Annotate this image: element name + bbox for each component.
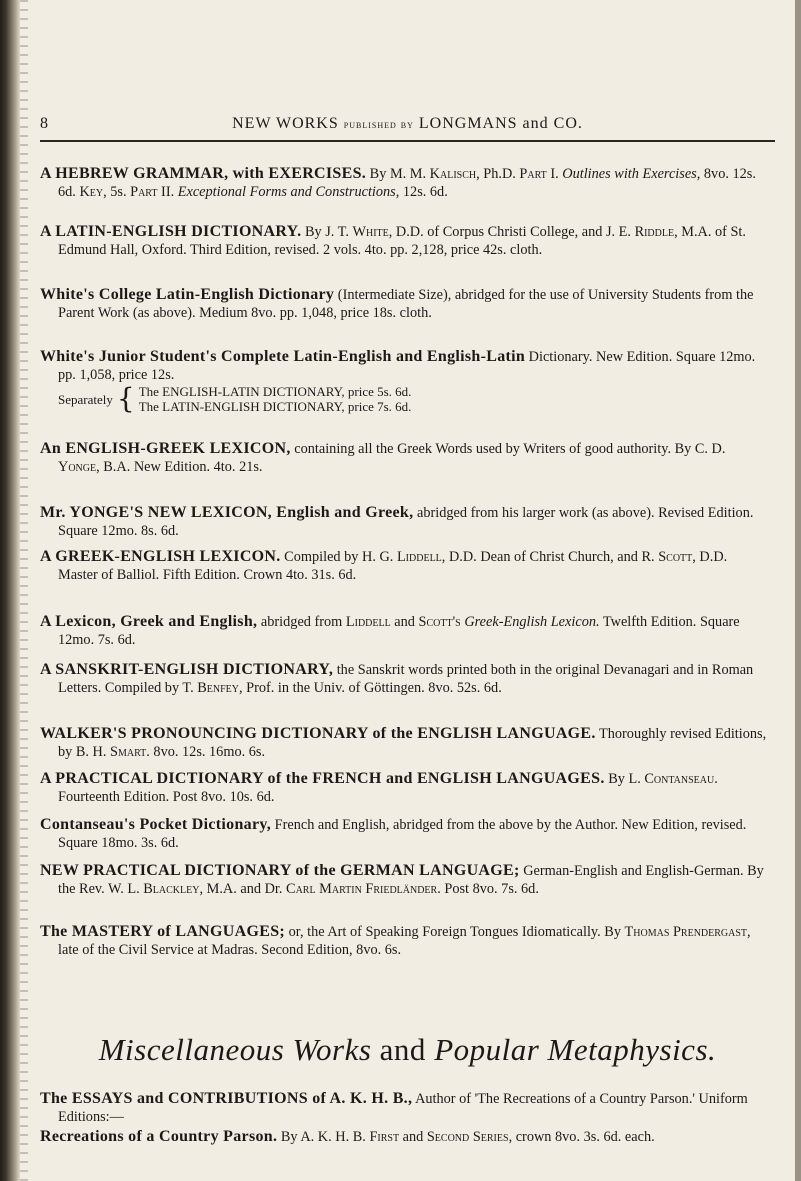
- entry-text-3: , M.A. of St. Edmund Hall, Oxford. Third Edition, revised. 2 vols. 4to. pp. 2,128, price 42s. cloth.: [58, 224, 746, 258]
- entry-text: German-English and English-German. By the Rev. W. L.: [58, 863, 764, 897]
- entry-series-2: Second Series: [426, 1129, 509, 1145]
- entry-english-greek-lexicon: [40, 440, 770, 476]
- entry-text: By A. K. H. B.: [277, 1129, 370, 1145]
- section-title-part-1: Miscellaneous Works: [98, 1032, 372, 1067]
- entry-italic: Outlines with Exercises,: [562, 166, 701, 182]
- entry-text: Author of 'The Recreations of a Country Parson.' Uniform Editions:—: [58, 1091, 748, 1125]
- entry-text-2: and: [399, 1129, 427, 1145]
- entry-text-7: 12s. 6d.: [399, 183, 448, 200]
- entry-text: By M. M.: [366, 166, 430, 182]
- entry-text: (Intermediate Size), abridged for the use of University Students from the Parent Work (as above). Medium 8vo. pp. 1,048, price 18s. cloth.: [58, 287, 754, 321]
- entry-author: Benfey: [197, 679, 240, 696]
- entry-author: Contanseau: [644, 771, 715, 787]
- entry-text: French and English, abridged from the above by the Author. New Edition, revised. Square 18mo. 3s. 6d.: [58, 817, 747, 851]
- running-head: [40, 115, 775, 133]
- entry-italic: Greek-English Lexicon.: [464, 614, 600, 630]
- entry-heading: Mr. YONGE'S NEW LEXICON, English and Greek,: [40, 504, 414, 521]
- entry-text: By J. T.: [301, 224, 353, 240]
- entry-greek-english-lexicon: [40, 548, 770, 584]
- entry-heading: A HEBREW GRAMMAR, with EXERCISES.: [40, 165, 367, 182]
- entry-whites-college: [40, 286, 770, 322]
- entry-author: Thomas Prendergast: [624, 924, 748, 940]
- entry-author: Blackley: [143, 880, 200, 897]
- entry-text-3: I.: [546, 166, 563, 182]
- entry-author-2: Scott's: [418, 614, 461, 630]
- entry-part: Part: [519, 166, 547, 182]
- separately-block: [40, 384, 770, 414]
- entry-heading: Contanseau's Pocket Dictionary,: [40, 816, 272, 833]
- entry-text: By L.: [604, 771, 645, 787]
- entry-series: First: [369, 1129, 400, 1145]
- separately-item-english-latin: The ENGLISH-LATIN DICTIONARY, price 5s. 6d.: [138, 384, 412, 399]
- entry-text-3: , D.D. Master of Balliol. Fifth Edition. Crown 4to. 31s. 6d.: [58, 549, 728, 583]
- entry-heading: White's College Latin-English Dictionary: [40, 286, 335, 303]
- entry-text: the Sanskrit words printed both in the original Devanagari and in Roman Letters. Compiled by T.: [58, 662, 754, 696]
- entry-text: containing all the Greek Words used by Writers of good authority. By C. D.: [290, 441, 726, 457]
- entry-heading: A PRACTICAL DICTIONARY of the FRENCH and ENGLISH LANGUAGES.: [40, 770, 605, 787]
- entry-heading: An ENGLISH-GREEK LEXICON,: [40, 440, 291, 457]
- entry-author: Yonge: [58, 458, 97, 475]
- entry-lexicon-abridged: [40, 613, 770, 649]
- entry-text-5: , 5s.: [103, 183, 131, 200]
- entry-french-english: [40, 770, 770, 806]
- entry-text-3: . Post 8vo. 7s. 6d.: [437, 880, 539, 897]
- entry-author: Liddell: [396, 549, 442, 565]
- binding-texture: [20, 0, 28, 1181]
- entry-contanseau-pocket: [40, 816, 770, 852]
- running-head-end: LONGMANS and CO.: [418, 115, 583, 132]
- entry-text-2: , D.D. Dean of Christ Church, and R.: [441, 549, 659, 565]
- separately-items: [139, 384, 412, 414]
- entry-yonge-new-lexicon: [40, 504, 770, 540]
- entry-heading: A LATIN-ENGLISH DICTIONARY.: [40, 223, 302, 240]
- entry-heading: White's Junior Student's Complete Latin-English and English-Latin: [40, 348, 526, 365]
- entry-text-2: . 8vo. 12s. 16mo. 6s.: [146, 743, 266, 760]
- entry-heading: NEW PRACTICAL DICTIONARY of the GERMAN LANGUAGE;: [40, 862, 520, 879]
- section-title-part-2: Popular Metaphysics.: [434, 1032, 717, 1067]
- entry-author: White: [352, 224, 389, 240]
- entry-german-dictionary: [40, 862, 770, 898]
- entry-author-2: Riddle: [634, 224, 675, 240]
- entry-heading: A SANSKRIT-ENGLISH DICTIONARY,: [40, 661, 334, 678]
- entry-text-3: , crown 8vo. 3s. 6d. each.: [508, 1129, 655, 1145]
- entry-author: Liddell: [345, 614, 391, 630]
- entry-author: Kalisch: [429, 166, 477, 182]
- entry-text-2: , Ph.D.: [476, 166, 520, 182]
- entry-text: Dictionary. New Edition. Square 12mo. pp. 1,058, price 12s.: [58, 349, 756, 383]
- entry-text: Thoroughly revised Editions, by B. H.: [58, 726, 767, 760]
- entry-text: abridged from: [257, 614, 346, 630]
- entry-text: or, the Art of Speaking Foreign Tongues Idiomatically. By: [285, 924, 625, 940]
- page-header: [40, 115, 775, 139]
- brace-glyph: {: [116, 382, 135, 415]
- entry-heading: A GREEK-ENGLISH LEXICON.: [40, 548, 281, 565]
- entry-sanskrit-dictionary: [40, 661, 770, 697]
- entry-author: Smart: [110, 743, 147, 760]
- entry-text: abridged from his larger work (as above). Revised Edition. Square 12mo. 8s. 6d.: [58, 505, 754, 539]
- entry-author-2: Scott: [658, 549, 693, 565]
- entry-heading: The ESSAYS and CONTRIBUTIONS of A. K. H. B.,: [40, 1090, 413, 1107]
- book-binding: [0, 0, 20, 1181]
- running-head-text: NEW WORKS: [232, 115, 339, 132]
- page-number: 8: [40, 115, 48, 132]
- entry-text-2: . Fourteenth Edition. Post 8vo. 10s. 6d.: [58, 771, 718, 805]
- entry-heading: A Lexicon, Greek and English,: [40, 613, 258, 630]
- header-rule: [40, 140, 775, 142]
- entry-essays-contributions: [40, 1090, 770, 1126]
- entry-walkers-pronouncing: [40, 725, 770, 761]
- entry-author-2: Carl Martin Friedländer: [286, 880, 438, 897]
- entry-text-2: , late of the Civil Service at Madras. Second Edition, 8vo. 6s.: [58, 924, 751, 958]
- entry-text-3: Twelfth Edition. Square 12mo. 7s. 6d.: [58, 614, 740, 648]
- entry-hebrew-grammar: [40, 165, 770, 201]
- entry-italic-2: Exceptional Forms and Constructions,: [177, 183, 400, 200]
- entry-text-4: 8vo. 12s. 6d.: [58, 166, 756, 200]
- entry-text: Compiled by H. G.: [280, 549, 397, 565]
- entry-text-6: II.: [157, 183, 178, 200]
- entry-text-2: and: [390, 614, 419, 630]
- entry-mastery-of-languages: [40, 923, 770, 959]
- book-page: [40, 30, 775, 1170]
- entry-latin-english-dictionary: [40, 223, 770, 259]
- section-title-and: and: [379, 1032, 426, 1067]
- entry-text-2: , B.A. New Edition. 4to. 21s.: [96, 458, 263, 475]
- entry-heading: The MASTERY of LANGUAGES;: [40, 923, 286, 940]
- entry-recreations-country-parson: [40, 1128, 770, 1147]
- entry-text-2: , D.D. of Corpus Christi College, and J. E.: [388, 224, 635, 240]
- entry-heading: Recreations of a Country Parson.: [40, 1128, 278, 1145]
- entry-text-2: , M.A. and Dr.: [199, 880, 287, 897]
- separately-item-latin-english: The LATIN-ENGLISH DICTIONARY, price 7s. 6d.: [138, 399, 412, 414]
- page-edge: [795, 0, 801, 1181]
- entry-part-2: Part: [130, 183, 158, 200]
- separately-label: Separately: [58, 391, 113, 407]
- running-head-smallcaps: published by: [343, 117, 414, 131]
- entry-key: Key: [79, 183, 104, 200]
- section-title: [40, 1032, 775, 1068]
- entry-heading: WALKER'S PRONOUNCING DICTIONARY of the ENGLISH LANGUAGE.: [40, 725, 596, 742]
- entry-whites-junior: [40, 348, 770, 414]
- entry-text-2: , Prof. in the Univ. of Göttingen. 8vo. 52s. 6d.: [239, 679, 502, 696]
